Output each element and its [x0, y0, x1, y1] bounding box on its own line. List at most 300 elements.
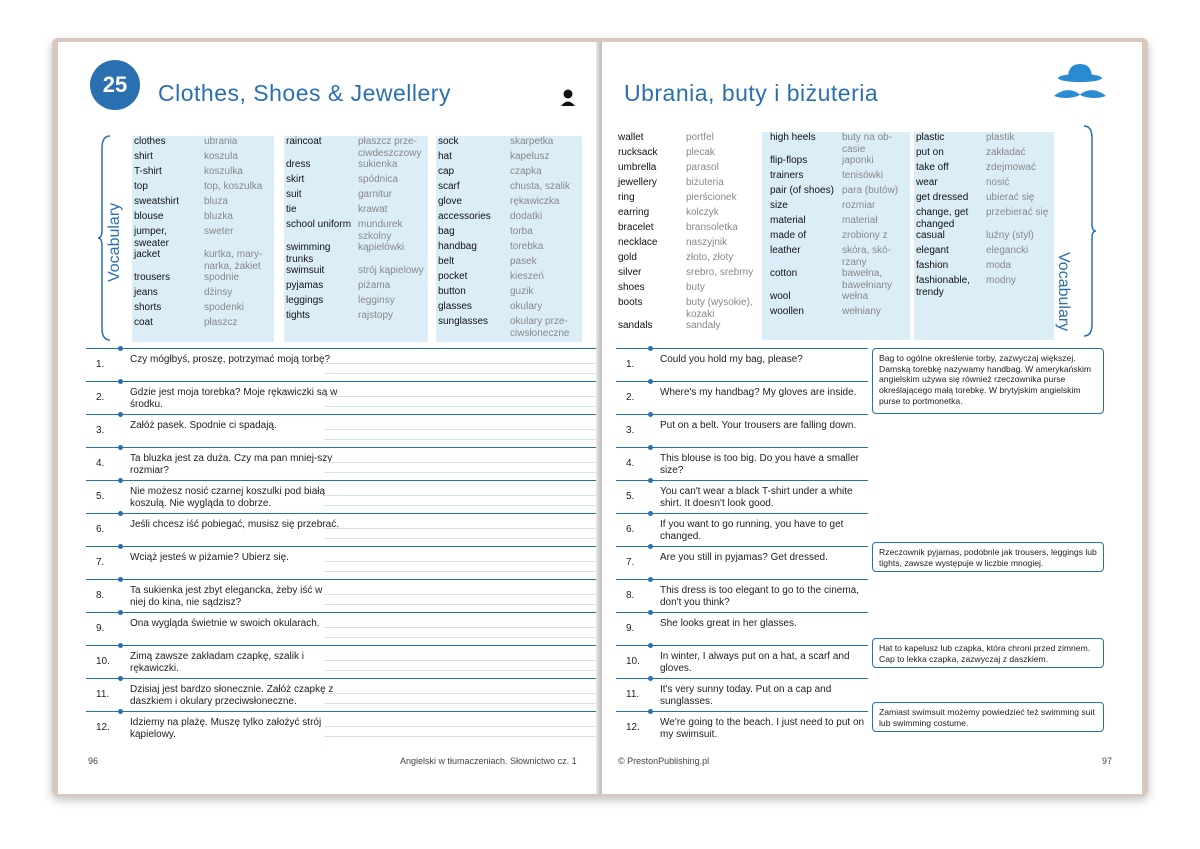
sentence-number: 1.	[96, 359, 105, 370]
vocab-english: cotton	[770, 268, 798, 279]
right-page	[602, 42, 1142, 794]
sentence-row	[616, 480, 868, 513]
vocab-row	[618, 192, 762, 207]
sentence-row	[616, 381, 868, 414]
vocab-english: silver	[618, 267, 642, 278]
sentence-number: 9.	[626, 623, 635, 634]
vocab-polish: buty na ob-casie	[842, 132, 893, 155]
sentence-text: She looks great in her glasses.	[660, 618, 797, 629]
vocab-english: blouse	[134, 211, 164, 222]
vocab-english: swimsuit	[286, 265, 325, 276]
vocab-english: jeans	[134, 287, 158, 298]
vocab-row	[770, 200, 910, 215]
vocab-row	[916, 207, 1052, 230]
vocab-english: T-shirt	[134, 166, 162, 177]
answer-line[interactable]	[324, 627, 598, 628]
vocab-english: jewellery	[618, 177, 657, 188]
bullet-dot	[648, 445, 653, 450]
vocab-row	[618, 222, 762, 237]
vocab-polish: kolczyk	[686, 207, 719, 218]
vocab-english: belt	[438, 256, 455, 267]
sentence-text: This blouse is too big. Do you have a smaller size?	[660, 453, 859, 476]
bullet-dot	[648, 544, 653, 549]
vocab-english: jacket	[134, 249, 161, 260]
sentence-text: It's very sunny today. Put on a cap and sunglasses.	[660, 684, 832, 707]
sentence-text: Ta bluzka jest za duża. Czy ma pan mniej-szy rozmiar?	[130, 453, 333, 476]
bullet-dot	[648, 610, 653, 615]
vocab-polish: ubrania	[204, 136, 238, 147]
vocab-polish: kurtka, mary-narka, żakiet	[204, 249, 263, 272]
vocab-english: boots	[618, 297, 643, 308]
vocab-polish: rękawiczka	[510, 196, 560, 207]
sentence-text: We're going to the beach. I just need to put on my swimsuit.	[660, 717, 865, 740]
vocab-row	[618, 162, 762, 177]
vocab-english: wear	[916, 177, 938, 188]
sentence-text: Jeśli chcesz iść pobiegać, musisz się przebrać.	[130, 519, 339, 530]
sentence-number: 6.	[96, 524, 105, 535]
sentence-row	[86, 678, 598, 711]
sentence-text: This dress is too elegant to go to the cinema, don't you think?	[660, 585, 859, 608]
vocab-row	[134, 226, 276, 249]
vocab-polish: strój kąpielowy	[358, 265, 424, 276]
vocab-row	[438, 256, 586, 271]
bullet-dot	[118, 643, 123, 648]
vocab-row	[916, 245, 1052, 260]
vocab-row	[438, 166, 586, 181]
sentence-text: Ona wygląda świetnie w swoich okularach.	[130, 618, 320, 629]
vocab-polish: spodenki	[204, 302, 245, 313]
vocab-english: skirt	[286, 174, 305, 185]
vocab-english: pocket	[438, 271, 468, 282]
right-page-title: Ubrania, buty i biżuteria	[624, 80, 879, 106]
vocab-english: wallet	[618, 132, 644, 143]
sentence-number: 6.	[626, 524, 635, 535]
vocab-english: plastic	[916, 132, 945, 143]
person-icon	[560, 88, 576, 106]
vocab-row	[916, 230, 1052, 245]
answer-line[interactable]	[324, 462, 598, 463]
vocab-english: wool	[770, 291, 791, 302]
vocab-english: jumper, sweater	[134, 226, 170, 249]
vocab-polish: sukienka	[358, 159, 398, 170]
vocab-polish: płaszcz	[204, 317, 238, 328]
vocab-english: size	[770, 200, 788, 211]
bullet-dot	[648, 511, 653, 516]
vocab-polish: guzik	[510, 286, 534, 297]
sentence-row	[86, 348, 598, 381]
answer-line[interactable]	[324, 538, 598, 539]
vocab-polish: zdejmować	[986, 162, 1037, 173]
vocab-row	[134, 211, 276, 226]
sentence-number: 3.	[96, 425, 105, 436]
vocab-polish: spodnie	[204, 272, 240, 283]
vocab-polish: wełniany	[842, 306, 881, 317]
vocab-polish: mundurek szkolny	[358, 219, 403, 242]
vocab-row	[770, 215, 910, 230]
answer-line[interactable]	[324, 726, 598, 727]
vocab-row	[286, 189, 432, 204]
vocab-row	[134, 166, 276, 181]
sentence-row	[86, 414, 598, 447]
sentence-row	[86, 579, 598, 612]
vocab-row	[286, 265, 432, 280]
vocab-english: button	[438, 286, 466, 297]
vocab-english: sock	[438, 136, 459, 147]
vocab-english: bag	[438, 226, 455, 237]
vocab-row	[770, 306, 910, 321]
vocab-english: accessories	[438, 211, 491, 222]
vocab-polish: biżuteria	[686, 177, 724, 188]
vocab-polish: sandały	[686, 320, 721, 331]
sentence-row	[616, 612, 868, 645]
bullet-dot	[118, 544, 123, 549]
answer-line[interactable]	[324, 373, 598, 374]
answer-line[interactable]	[324, 736, 598, 737]
vocab-english: ring	[618, 192, 635, 203]
answer-line[interactable]	[324, 528, 598, 529]
vocab-row	[134, 151, 276, 166]
sentence-number: 12.	[96, 722, 110, 733]
vocab-polish: rozmiar	[842, 200, 876, 211]
answer-line[interactable]	[324, 703, 598, 704]
sentence-row	[616, 348, 868, 381]
bullet-dot	[648, 412, 653, 417]
sentence-number: 9.	[96, 623, 105, 634]
vocab-english: change, get changed	[916, 207, 969, 230]
vocab-row	[286, 204, 432, 219]
vocab-polish: pierścionek	[686, 192, 737, 203]
vocab-polish: spódnica	[358, 174, 399, 185]
answer-line[interactable]	[324, 670, 598, 671]
answer-line[interactable]	[324, 561, 598, 562]
vocab-english: top	[134, 181, 148, 192]
sentence-number: 11.	[96, 689, 110, 700]
vocab-row	[134, 317, 276, 332]
bullet-dot	[648, 346, 653, 351]
vocab-english: sunglasses	[438, 316, 489, 327]
bullet-dot	[118, 445, 123, 450]
vocab-english: sweatshirt	[134, 196, 180, 207]
vocab-row	[770, 170, 910, 185]
answer-line[interactable]	[324, 505, 598, 506]
vocab-polish: buty	[686, 282, 705, 293]
vocab-polish: koszulka	[204, 166, 243, 177]
vocab-english: shirt	[134, 151, 153, 162]
vocab-row	[618, 237, 762, 252]
vocab-english: trainers	[770, 170, 804, 181]
vocab-polish: koszula	[204, 151, 238, 162]
vocab-english: gold	[618, 252, 637, 263]
vocab-polish: srebro, srebrny	[686, 267, 754, 278]
sentence-row	[616, 414, 868, 447]
vocab-english: swimming trunks	[286, 242, 331, 265]
sentence-text: Ta sukienka jest zbyt elegancka, żeby iść w niej do kina, nie sądzisz?	[130, 585, 323, 608]
vocab-polish: bluza	[204, 196, 228, 207]
answer-line[interactable]	[324, 429, 598, 430]
vocab-polish: bluzka	[204, 211, 233, 222]
vocab-polish: nosić	[986, 177, 1010, 188]
vocab-row	[770, 132, 910, 155]
vocab-polish: modny	[986, 275, 1017, 286]
footer-publisher: © PrestonPublishing.pl	[618, 756, 710, 766]
vocab-polish: para (butów)	[842, 185, 899, 196]
vocab-english: umbrella	[618, 162, 657, 173]
bullet-dot	[118, 346, 123, 351]
vocab-polish: czapka	[510, 166, 542, 177]
vocab-polish: skarpetka	[510, 136, 554, 147]
vocab-row	[916, 132, 1052, 147]
vocab-row	[134, 302, 276, 317]
vocab-row	[438, 241, 586, 256]
vocab-english: take off	[916, 162, 949, 173]
sentence-row	[86, 480, 598, 513]
vocab-row	[916, 162, 1052, 177]
vocab-row	[770, 230, 910, 245]
vocab-english: hat	[438, 151, 452, 162]
sentence-text: Zimą zawsze zakładam czapkę, szalik i rękawiczki.	[130, 651, 304, 674]
vocab-english: pyjamas	[286, 280, 324, 291]
vocab-polish: skóra, skó-rzany	[842, 245, 891, 268]
vocab-row	[438, 136, 586, 151]
sentence-text: Idziemy na plażę. Muszę tylko założyć strój kąpielowy.	[130, 717, 322, 740]
vocab-english: earring	[618, 207, 650, 218]
sentence-text: In winter, I always put on a hat, a scarf and gloves.	[660, 651, 850, 674]
sentence-number: 8.	[626, 590, 635, 601]
vocab-polish: przebierać się	[986, 207, 1049, 218]
left-page	[58, 42, 598, 794]
vocab-english: sandals	[618, 320, 653, 331]
sentence-text: Are you still in pyjamas? Get dressed.	[660, 552, 828, 563]
sentence-number: 8.	[96, 590, 105, 601]
answer-line[interactable]	[324, 660, 598, 661]
vocab-english: elegant	[916, 245, 949, 256]
answer-line[interactable]	[324, 637, 598, 638]
vocab-row	[438, 151, 586, 166]
vocab-english: shoes	[618, 282, 645, 293]
sentence-number: 7.	[626, 557, 635, 568]
sentence-number: 3.	[626, 425, 635, 436]
vocab-polish: moda	[986, 260, 1012, 271]
answer-line[interactable]	[324, 439, 598, 440]
vocab-polish: złoto, złoty	[686, 252, 734, 263]
vocab-english: school uniform	[286, 219, 352, 230]
vocab-polish: elegancki	[986, 245, 1029, 256]
vocab-english: made of	[770, 230, 807, 241]
vocab-english: rucksack	[618, 147, 658, 158]
sentence-number: 4.	[626, 458, 635, 469]
vocab-english: put on	[916, 147, 944, 158]
sentence-text: Could you hold my bag, please?	[660, 354, 803, 365]
vocab-polish: okulary	[510, 301, 543, 312]
vocab-row	[286, 295, 432, 310]
vocab-row	[286, 159, 432, 174]
vocab-english: necklace	[618, 237, 658, 248]
sentence-row	[616, 513, 868, 546]
vocabulary-brace	[1082, 124, 1096, 338]
vocab-polish: portfel	[686, 132, 714, 143]
vocab-english: tie	[286, 204, 297, 215]
vocabulary-label: Vocabulary	[1055, 252, 1072, 332]
sentence-number: 2.	[626, 392, 635, 403]
footer-title: Angielski w tłumaczeniach. Słownictwo cz. 1	[400, 756, 577, 766]
vocab-polish: ubierać się	[986, 192, 1035, 203]
sentence-text: Czy mógłbyś, proszę, potrzymać moją torbę?	[130, 354, 331, 365]
vocab-english: leggings	[286, 295, 324, 306]
vocab-polish: wełna	[842, 291, 869, 302]
answer-line[interactable]	[324, 571, 598, 572]
bullet-dot	[648, 643, 653, 648]
bullet-dot	[648, 577, 653, 582]
vocab-row	[286, 280, 432, 295]
sentence-row	[86, 447, 598, 480]
vocab-english: woollen	[770, 306, 804, 317]
vocab-english: fashion	[916, 260, 949, 271]
sentence-row	[86, 711, 598, 744]
vocab-polish: dodatki	[510, 211, 543, 222]
vocab-polish: bawełna, bawełniany	[842, 268, 893, 291]
vocab-polish: luźny (styl)	[986, 230, 1034, 241]
answer-line[interactable]	[324, 693, 598, 694]
vocab-english: trousers	[134, 272, 171, 283]
sentence-row	[616, 678, 868, 711]
vocab-row	[438, 316, 586, 339]
vocab-row	[770, 155, 910, 170]
vocab-row	[618, 132, 762, 147]
vocab-row	[438, 271, 586, 286]
vocabulary-table-2	[914, 132, 1054, 340]
bullet-dot	[118, 709, 123, 714]
vocab-row	[618, 282, 762, 297]
answer-line[interactable]	[324, 406, 598, 407]
vocab-english: pair (of shoes)	[770, 185, 834, 196]
vocab-row	[770, 245, 910, 268]
vocab-row	[286, 242, 432, 265]
sentence-text: Wciąż jesteś w piżamie? Ubierz się.	[130, 552, 289, 563]
answer-line[interactable]	[324, 396, 598, 397]
answer-line[interactable]	[324, 604, 598, 605]
vocab-english: glove	[438, 196, 462, 207]
hat-mustache-icon	[1048, 60, 1112, 104]
vocab-polish: kapelusz	[510, 151, 550, 162]
note-swimsuit: Zamiast swimsuit możemy powiedzieć też swimming suit lub swimming costume.	[872, 702, 1104, 732]
vocab-polish: krawat	[358, 204, 388, 215]
vocab-polish: legginsy	[358, 295, 395, 306]
vocab-row	[438, 196, 586, 211]
vocabulary-label: Vocabulary	[106, 202, 123, 282]
sentence-row	[86, 612, 598, 645]
vocab-polish: naszyjnik	[686, 237, 728, 248]
vocab-polish: kąpielówki	[358, 242, 405, 253]
sentence-number: 7.	[96, 557, 105, 568]
vocab-english: get dressed	[916, 192, 969, 203]
vocab-row	[286, 136, 432, 159]
sentence-row	[86, 645, 598, 678]
vocab-english: shorts	[134, 302, 162, 313]
vocab-row	[618, 297, 762, 320]
answer-line[interactable]	[324, 594, 598, 595]
sentence-number: 1.	[626, 359, 635, 370]
vocab-row	[438, 226, 586, 241]
answer-line[interactable]	[324, 363, 598, 364]
sentence-text: Nie możesz nosić czarnej koszulki pod białą koszulą. Nie wygląda to dobrze.	[130, 486, 326, 509]
unit-number-badge: 25	[90, 60, 140, 110]
vocab-row	[916, 260, 1052, 275]
sentence-number: 4.	[96, 458, 105, 469]
sentence-text: Gdzie jest moja torebka? Moje rękawiczki są w środku.	[130, 387, 338, 410]
vocab-row	[916, 192, 1052, 207]
vocab-english: leather	[770, 245, 801, 256]
vocabulary-table	[616, 132, 912, 340]
sentence-row	[616, 645, 868, 678]
vocab-row	[618, 267, 762, 282]
vocab-row	[916, 177, 1052, 192]
vocab-polish: japonki	[842, 155, 874, 166]
vocab-row	[134, 136, 276, 151]
vocab-polish: torebka	[510, 241, 544, 252]
vocab-polish: płaszcz prze-ciwdeszczowy	[358, 136, 422, 159]
vocab-english: raincoat	[286, 136, 322, 147]
vocab-english: dress	[286, 159, 311, 170]
vocabulary-table	[132, 136, 584, 342]
answer-line[interactable]	[324, 495, 598, 496]
sentence-text: Put on a belt. Your trousers are falling down.	[660, 420, 857, 431]
sentence-row	[86, 513, 598, 546]
sentence-row	[616, 579, 868, 612]
vocab-row	[916, 147, 1052, 162]
note-pyjamas: Rzeczownik pyjamas, podobnie jak trousers, leggings lub tights, zawsze występuje w liczbie mnogiej.	[872, 542, 1104, 572]
vocab-polish: chusta, szalik	[510, 181, 571, 192]
vocab-row	[286, 219, 432, 242]
sentence-text: You can't wear a black T-shirt under a white shirt. It doesn't look good.	[660, 486, 853, 509]
bullet-dot	[118, 676, 123, 681]
vocab-polish: materiał	[842, 215, 878, 226]
vocab-row	[618, 177, 762, 192]
sentence-row	[86, 546, 598, 579]
vocab-row	[134, 196, 276, 211]
vocab-polish: zrobiony z	[842, 230, 888, 241]
vocab-row	[438, 211, 586, 226]
vocab-polish: zakładać	[986, 147, 1026, 158]
vocab-english: material	[770, 215, 806, 226]
vocab-polish: parasol	[686, 162, 719, 173]
vocab-row	[286, 310, 432, 325]
vocab-row	[134, 272, 276, 287]
vocab-row	[438, 301, 586, 316]
vocab-row	[770, 291, 910, 306]
vocab-row	[770, 185, 910, 200]
sentence-text: Załóż pasek. Spodnie ci spadają.	[130, 420, 277, 431]
vocab-row	[134, 249, 276, 272]
vocab-polish: plastik	[986, 132, 1015, 143]
bullet-dot	[118, 379, 123, 384]
note-bag: Bag to ogólne określenie torby, zazwyczaj większej. Damską torebkę nazywamy handbag. W amerykańskim angielskim używa się również rzeczownika purse określającego małą torebkę. W brytyjskim angielskim purse to portmonetka.	[872, 348, 1104, 414]
sentence-text: Dzisiaj jest bardzo słonecznie. Załóż czapkę z daszkiem i okulary przeciwsłoneczne.	[130, 684, 334, 707]
answer-line[interactable]	[324, 472, 598, 473]
vocab-row	[286, 174, 432, 189]
vocab-polish: okulary prze-ciwsłoneczne	[510, 316, 570, 339]
vocab-english: bracelet	[618, 222, 654, 233]
vocab-polish: garnitur	[358, 189, 392, 200]
bullet-dot	[648, 676, 653, 681]
bullet-dot	[118, 412, 123, 417]
vocab-polish: pasek	[510, 256, 537, 267]
vocab-polish: bransoletka	[686, 222, 738, 233]
vocab-english: fashionable, trendy	[916, 275, 970, 298]
vocab-english: flip-flops	[770, 155, 808, 166]
vocab-row	[438, 181, 586, 196]
vocab-polish: piżama	[358, 280, 391, 291]
vocab-english: scarf	[438, 181, 460, 192]
